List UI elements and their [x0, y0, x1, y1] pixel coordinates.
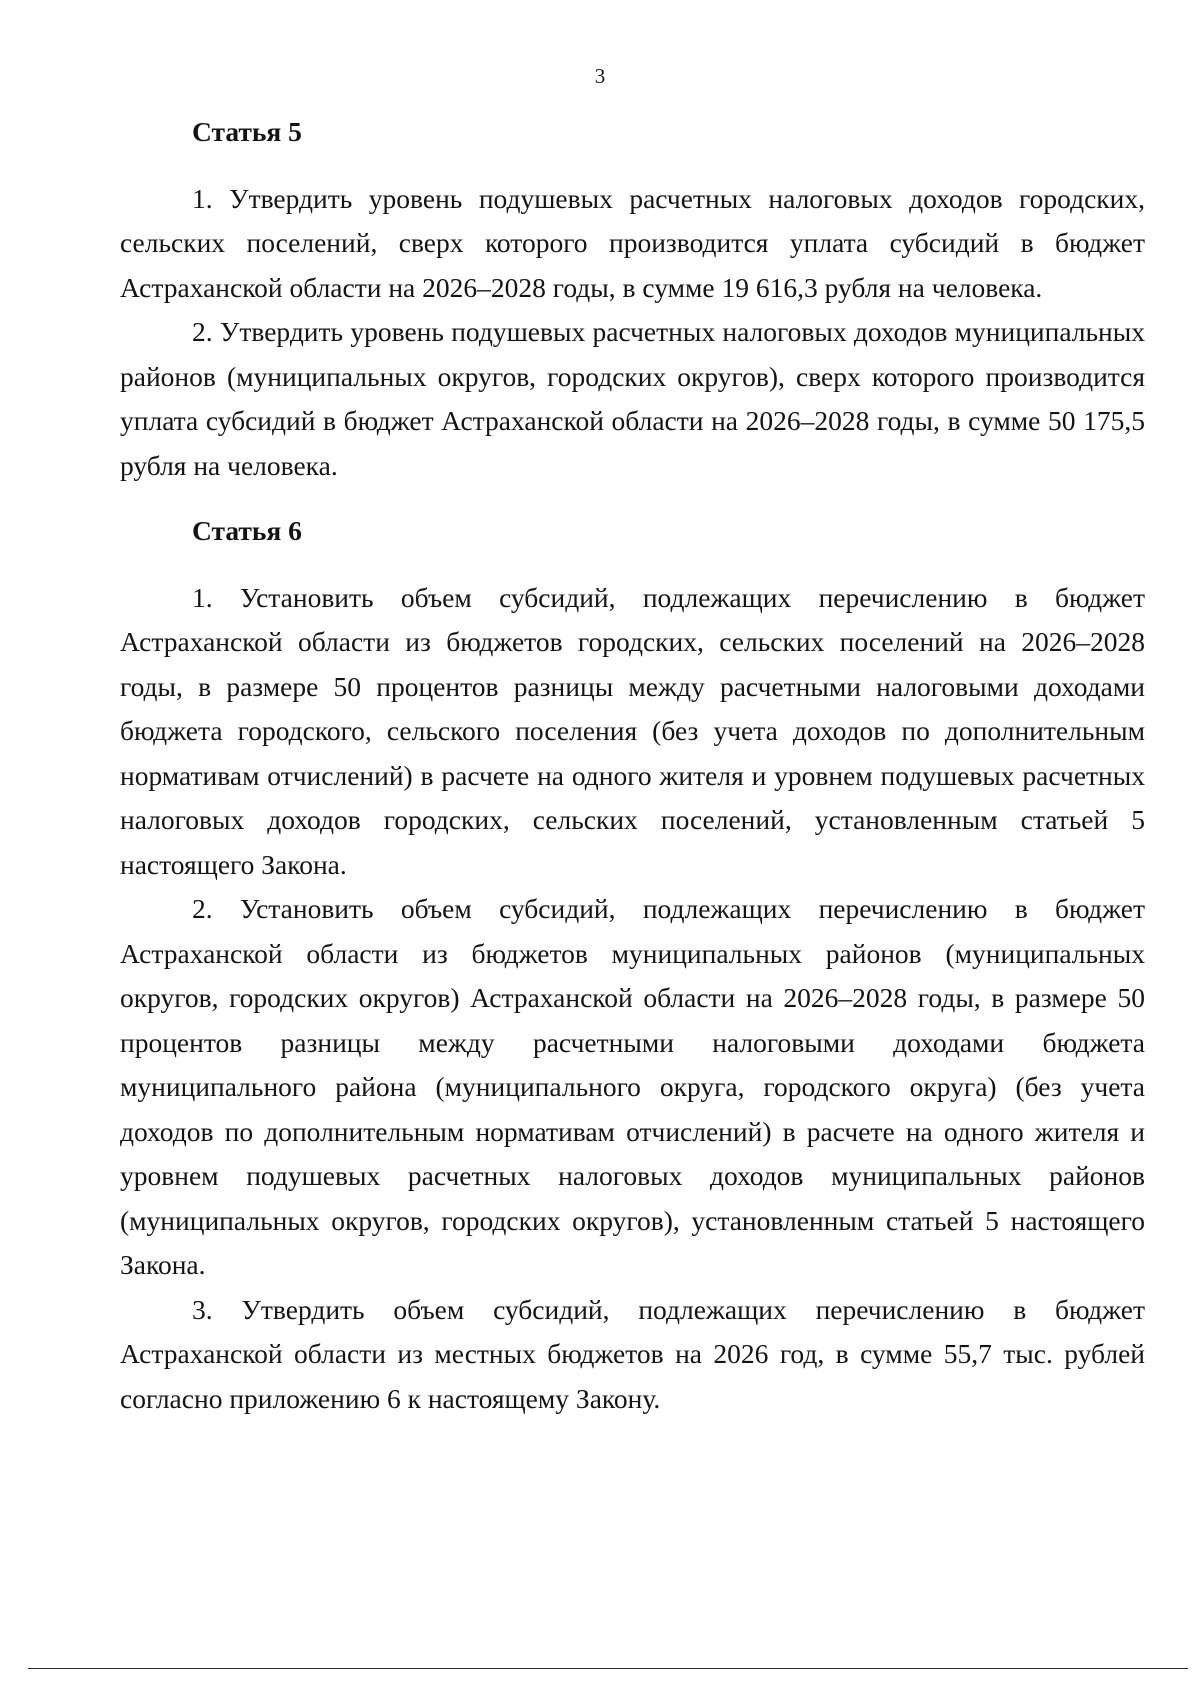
article-6-paragraph-3: 3. Утвердить объем субсидий, подлежащих перечислению в бюджет Астраханской области из местных бюджетов на 2026 год, в сумме 55,7 тыс. рублей согласно приложению 6 к настоящему Закону. — [120, 1293, 1145, 1414]
page-number: 3 — [594, 64, 606, 88]
article-5-paragraph-1: 1. Утвердить уровень подушевых расчетных налоговых доходов городских, сельских поселений, сверх которого производится уплата субсидий в бюджет Астраханской области на 2026–2028 годы, в сумме 19 616,3 рубля на человека. — [120, 182, 1145, 303]
article-6-paragraph-1: 1. Установить объем субсидий, подлежащих перечислению в бюджет Астраханской области из бюджетов городских, сельских поселений на 2026–2028 годы, в размере 50 процентов разницы между расчетными налоговыми доходами бюджета городского, сельского поселения (без учета доходов по дополнительным нормативам отчислений) в расчете на одного жителя и уровнем подушевых расчетных налоговых доходов городских, сельских поселений, установленным статьей 5 настоящего Закона. — [120, 581, 1145, 880]
article-5-paragraph-2: 2. Утвердить уровень подушевых расчетных налоговых доходов муниципальных районов (муниципальных округов, городских округов), сверх которого производится уплата субсидий в бюджет Астраханской области на 2026–2028 годы, в сумме 50 175,5 рубля на человека. — [120, 316, 1145, 481]
article-6-heading: Статья 6 — [192, 515, 302, 546]
bottom-rule — [28, 1668, 1188, 1669]
document-body — [120, 110, 1145, 1421]
article-5-heading: Статья 5 — [192, 116, 302, 147]
article-6-paragraph-2: 2. Установить объем субсидий, подлежащих перечислению в бюджет Астраханской области из бюджетов муниципальных районов (муниципальных округов, городских округов) Астраханской области на 2026–2028 годы, в размере 50 процентов разницы между расчетными налоговыми доходами бюджета муниципального района (муниципального округа, городского округа) (без учета доходов по дополнительным нормативам отчислений) в расчете на одного жителя и уровнем подушевых расчетных налоговых доходов муниципальных районов (муниципальных округов, городских округов), установленным статьей 5 настоящего Закона. — [120, 893, 1145, 1280]
